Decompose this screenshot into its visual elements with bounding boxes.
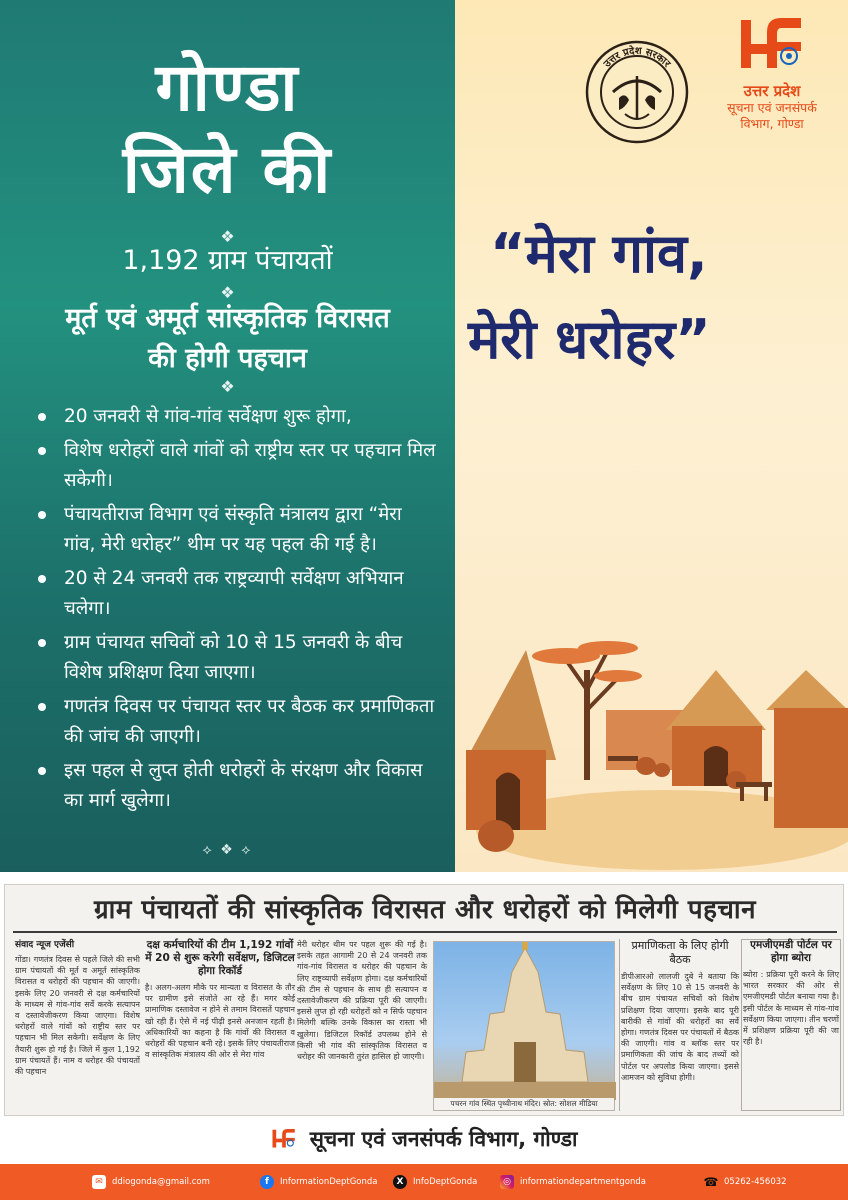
village-illustration: [466, 630, 848, 870]
clipping-byline: संवाद न्यूज एजेंसी: [15, 940, 75, 950]
bullet-dot-icon: [38, 413, 46, 421]
dept-state-label: उत्तर प्रदेश: [743, 82, 801, 100]
temple-illustration: [434, 942, 616, 1100]
footer-brand-text: सूचना एवं जनसंपर्क विभाग, गोण्डा: [309, 1127, 578, 1151]
newspaper-clipping: [4, 884, 844, 1116]
bullet-dot-icon: [38, 511, 46, 519]
contact-phone[interactable]: [704, 1164, 787, 1200]
contact-phone-text: 05262-456032: [724, 1177, 787, 1187]
contact-instagram-text: informationdepartmentgonda: [520, 1177, 646, 1187]
bullet-dot-icon: [38, 575, 46, 583]
temple-photo: [433, 941, 615, 1111]
clipping-column-2-text: है। अलग-अलग मौके पर मान्यता व विरासत के तौर पर ग्रामीण इसे संजोते आ रहे हैं। मगर कोई प्रामाणिक दस्तावेज न होने से तमाम विरासतें पहचान खो रही हैं। ऐसे में नई पीढ़ी इनसे अनजान रहती है। अधिकारियों का कहना है कि गांवों की विरासत व धरोहरों की पहचान बनी रहे। इसके लिए पंचायतीराज व सांस्कृतिक मंत्रालय की ओर से मेरा गांव: [145, 983, 295, 1060]
bullet-item: 20 जनवरी से गांव-गांव सर्वेक्षण शुरू होगा,: [36, 402, 436, 432]
clipping-column-2: [145, 939, 295, 1060]
instagram-icon: ◎: [500, 1175, 514, 1189]
clipping-column-5-text: ब्योरा : प्रक्रिया पूरी करने के लिए भारत सरकार की ओर से एमजीएमडी पोर्टल बनाया गया है। इसी पोर्टल के माध्यम से गांव-गांव सर्वेक्षण किया जाएगा। तीन चरणों में प्रशिक्षण प्रक्रिया पूरी की जा रही है।: [743, 970, 839, 1047]
bullet-item: विशेष धरोहरों वाले गांवों को राष्ट्रीय स्तर पर पहचान मिल सकेगी।: [36, 436, 436, 496]
dept-emblem-icon: [271, 1127, 297, 1151]
clipping-headline: ग्राम पंचायतों की सांस्कृतिक विरासत और धरोहरों को मिलेगी पहचान: [93, 895, 757, 925]
contact-email[interactable]: [92, 1164, 210, 1200]
seal-text: उत्तर प्रदेश सरकार: [601, 45, 673, 70]
slogan-line-1: “मेरा गांव,: [490, 222, 708, 285]
up-government-seal-icon: [585, 40, 689, 144]
contact-bar: [0, 1164, 848, 1200]
title-line-1: गोण्डा: [155, 49, 300, 126]
clipping-column-3: [297, 939, 427, 1062]
bullet-dot-icon: [38, 447, 46, 455]
dept-district-label: विभाग, गोण्डा: [740, 116, 804, 131]
bullet-dot-icon: [38, 767, 46, 775]
panchayat-count: 1,192 ग्राम पंचायतों: [122, 245, 333, 276]
clipping-column-5: [743, 939, 839, 1047]
left-panel: [0, 0, 455, 872]
bullet-item: पंचायतीराज विभाग एवं संस्कृति मंत्रालय द्वारा “मेरा गांव, मेरी धरोहर” थीम पर यह पहल की गई है।: [36, 500, 436, 560]
clipping-column-4: [621, 939, 739, 1083]
dept-emblem-icon: [737, 14, 807, 76]
contact-x-text: InfoDeptGonda: [413, 1177, 478, 1187]
bullet-item: गणतंत्र दिवस पर पंचायत स्तर पर बैठक कर प्रमाणिकता की जांच की जाएगी।: [36, 692, 436, 752]
contact-email-text: ddiogonda@gmail.com: [112, 1177, 210, 1187]
clipping-divider: [13, 931, 837, 933]
contact-x[interactable]: [393, 1164, 477, 1200]
clipping-column-1: [15, 939, 140, 1077]
phone-icon: ☎: [703, 1175, 719, 1189]
dept-name-label: सूचना एवं जनसंपर्क: [727, 100, 817, 115]
slogan: [468, 218, 838, 376]
bullet-dot-icon: [38, 703, 46, 711]
slogan-line-2: मेरी धरोहर”: [468, 308, 711, 371]
title-line-2: जिले की: [122, 131, 333, 208]
bullet-item: इस पहल से लुप्त होती धरोहरों के संरक्षण और विकास का मार्ग खुलेगा।: [36, 756, 436, 816]
bottom-flourish-ornament: ⟡ ❖ ⟡: [202, 842, 253, 858]
clipping-column-3-text: मेरी धरोहर थीम पर पहल शुरू की गई है। इसके तहत आगामी 20 से 24 जनवरी तक गांव-गांव विरासत व धरोहर की पहचान के लिए राष्ट्रव्यापी सर्वेक्षण होगा। दक्ष कर्मचारियों की टीम से पहचान के साथ ही सत्यापन व दस्तावेजीकरण की प्रक्रिया पूरी की जाएगी। इससे लुप्त हो रही धरोहरों को न सिर्फ पहचान मिलेगी बल्कि उनके विकास का रास्ता भी खुलेगा। डिजिटल रिकॉर्ड उपलब्ध होने से किसी भी गांव की सांस्कृतिक विरासत व धरोहर की जानकारी तुरंत हासिल हो जाएगी।: [297, 940, 427, 1062]
heritage-heading-line-1: मूर्त एवं अमूर्त सांस्कृतिक विरासत: [65, 303, 390, 334]
bullet-item: 20 से 24 जनवरी तक राष्ट्रव्यापी सर्वेक्षण अभियान चलेगा।: [36, 564, 436, 624]
flourish-ornament: ❖: [220, 377, 235, 396]
facebook-icon: f: [260, 1175, 274, 1189]
contact-facebook[interactable]: [260, 1164, 377, 1200]
clipping-column-4-text: डीपीआरओ लालजी दुबे ने बताया कि सर्वेक्षण के लिए 10 से 15 जनवरी के बीच ग्राम पंचायत सचिवों को विशेष प्रशिक्षण दिया जाएगा। इसके बाद पूरी बारीकी से गांवों की धरोहरों का सर्वे होगा। गणतंत्र दिवस पर पंचायतों में बैठक की जाएगी। गांव व ब्लॉक स्तर पर प्रमाणिकता की जांच के बाद तथ्यों को पोर्टल पर अपलोड किया जाएगा। इससे आमजन को सुविधा होगी।: [621, 972, 739, 1082]
heritage-heading-line-2: की होगी पहचान: [148, 343, 307, 374]
temple-photo-caption: पचरन गांव स्थित पृथ्वीनाथ मंदिर। स्रोत: सोशल मीडिया: [434, 1098, 614, 1110]
clipping-column-1-text: गोंडा। गणतंत्र दिवस से पहले जिले की सभी ग्राम पंचायतों की मूर्त व अमूर्त सांस्कृतिक विरासत व धरोहरों की पहचान की जाएगी। इसके लिए 20 जनवरी से दक्ष कर्मचारियों के माध्यम से गांव-गांव सर्वे करके सत्यापन व दस्तावेजीकरण किया जाएगा। विशेष धरोहरों वाले गांवों को राष्ट्रीय स्तर पर पहचान भी मिल सकेगी। सर्वेक्षण के लिए तैयारी शुरू हो गई है। जिले में कुल 1,192 ग्राम पंचायतें हैं। नाम व धरोहर की पंचायतों की पहचान: [15, 955, 140, 1077]
clipping-column-5-subhead: एमजीएमडी पोर्टल पर होगा ब्योरा: [750, 939, 832, 964]
mail-icon: ✉: [92, 1175, 106, 1189]
contact-instagram[interactable]: [500, 1164, 646, 1200]
flourish-ornament: ❖: [220, 227, 235, 246]
contact-facebook-text: InformationDeptGonda: [280, 1177, 378, 1187]
footer-brand: [0, 1124, 848, 1154]
clipping-column-4-subhead: प्रमाणिकता के लिए होगी बैठक: [631, 939, 729, 966]
bullet-item: ग्राम पंचायत सचिवों को 10 से 15 जनवरी के बीच विशेष प्रशिक्षण दिया जाएगा।: [36, 628, 436, 688]
clipping-column-2-subhead: दक्ष कर्मचारियों की टीम 1,192 गांवों में 20 से शुरू करेगी सर्वेक्षण, डिजिटल होगा रिकॉर्ड: [145, 939, 295, 977]
flourish-ornament: ❖: [220, 283, 235, 302]
bullet-list: [36, 402, 436, 820]
department-logo: [712, 14, 832, 132]
bullet-dot-icon: [38, 639, 46, 647]
x-icon: X: [393, 1175, 407, 1189]
